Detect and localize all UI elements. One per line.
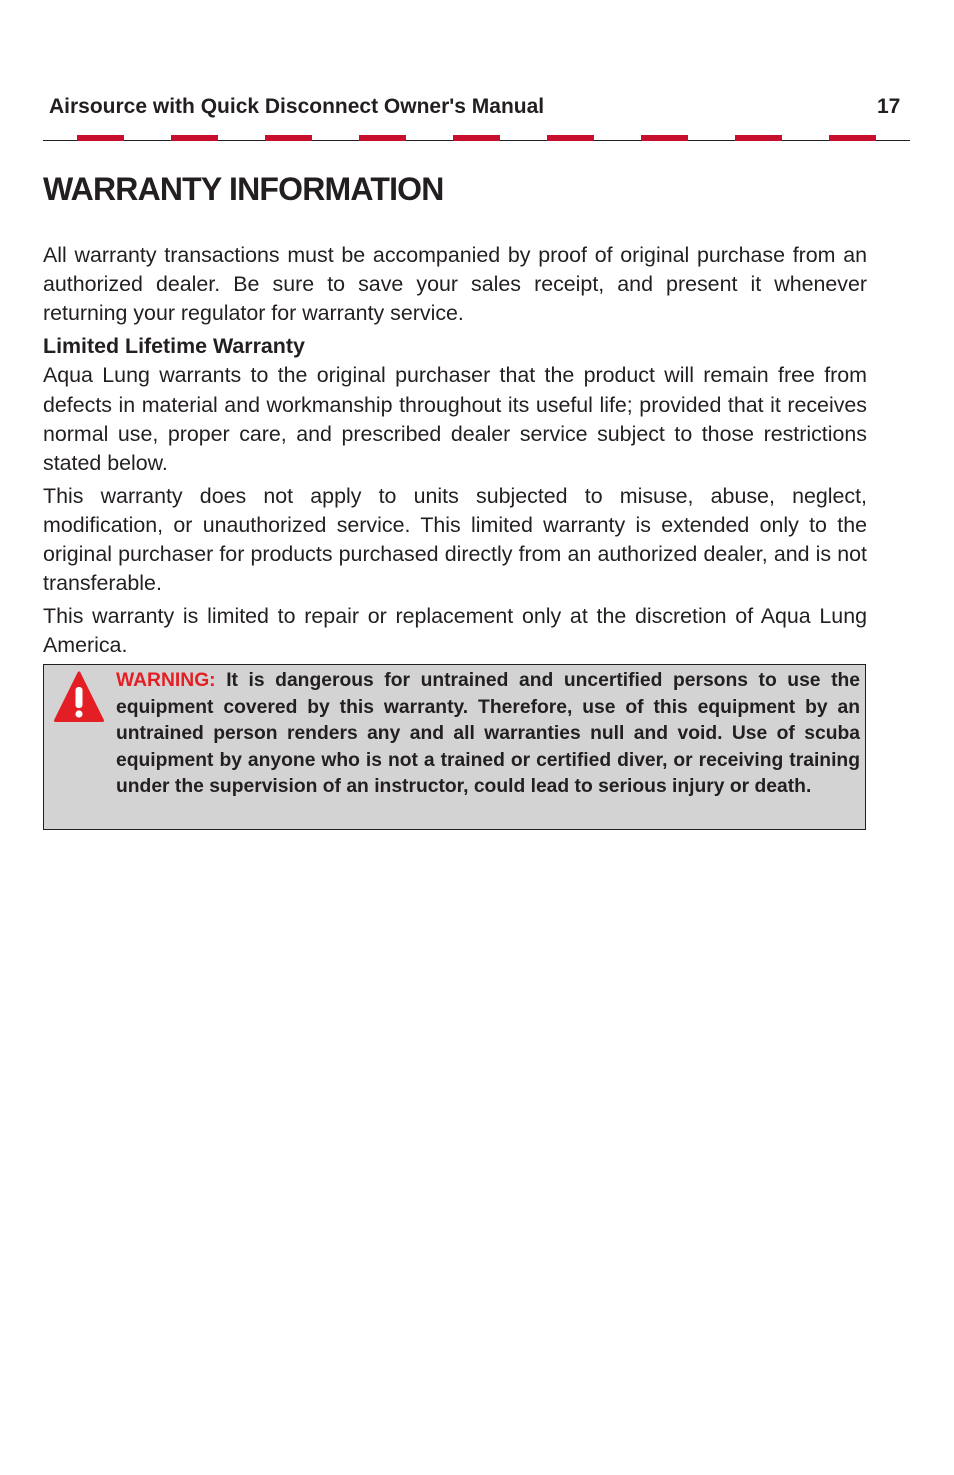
rule-segment: [359, 135, 406, 141]
rule-segment: [453, 135, 500, 141]
rule-segment: [171, 135, 218, 141]
rule-segment: [265, 135, 312, 141]
warranty-paragraph-1: Aqua Lung warrants to the original purchaser that the product will remain free from defects in material and workmanship throughout its useful life; provided that it receives normal use, proper care, and prescribed dealer service subject to those restrictions stated below.: [43, 363, 867, 475]
section-title: WARRANTY INFORMATION: [43, 171, 444, 207]
rule-segment: [547, 135, 594, 141]
warning-label: WARNING:: [116, 670, 216, 691]
warning-text: [116, 668, 860, 801]
warning-triangle-icon: [54, 671, 104, 723]
rule-segment: [829, 135, 876, 141]
warning-message: It is dangerous for untrained and uncertified persons to use the equipment covered by this warranty. Therefore, use of this equipment by an untrained person renders any and all warranties null and void. Use of scuba equipment by anyone who is not a trained or certified diver, or receiving training under the supervision of an instructor, could lead to serious injury or death.: [116, 670, 860, 798]
page-number: 17: [877, 95, 901, 118]
warranty-paragraph-3: This warranty is limited to repair or replacement only at the discretion of Aqua Lung America.: [43, 603, 867, 658]
warning-box: [43, 664, 866, 830]
rule-segment: [641, 135, 688, 141]
limited-warranty-subheading: Limited Lifetime Warranty: [43, 334, 305, 359]
striped-rule-graphic: [43, 135, 910, 145]
rule-segment: [735, 135, 782, 141]
intro-paragraph: All warranty transactions must be accompanied by proof of original purchase from an authorized dealer. Be sure to save your sales receipt, and present it whenever returning your regulator for warranty service.: [43, 243, 867, 326]
manual-title: Airsource with Quick Disconnect Owner's Manual: [49, 95, 545, 118]
header-rule: [43, 135, 910, 145]
rule-segment: [77, 135, 124, 141]
warranty-body: [43, 241, 867, 664]
warranty-paragraph-2: This warranty does not apply to units subjected to misuse, abuse, neglect, modification, or unauthorized service. This limited warranty is extended only to the original purchaser for products purchased directly from an authorized dealer, and is not transferable.: [43, 483, 867, 596]
